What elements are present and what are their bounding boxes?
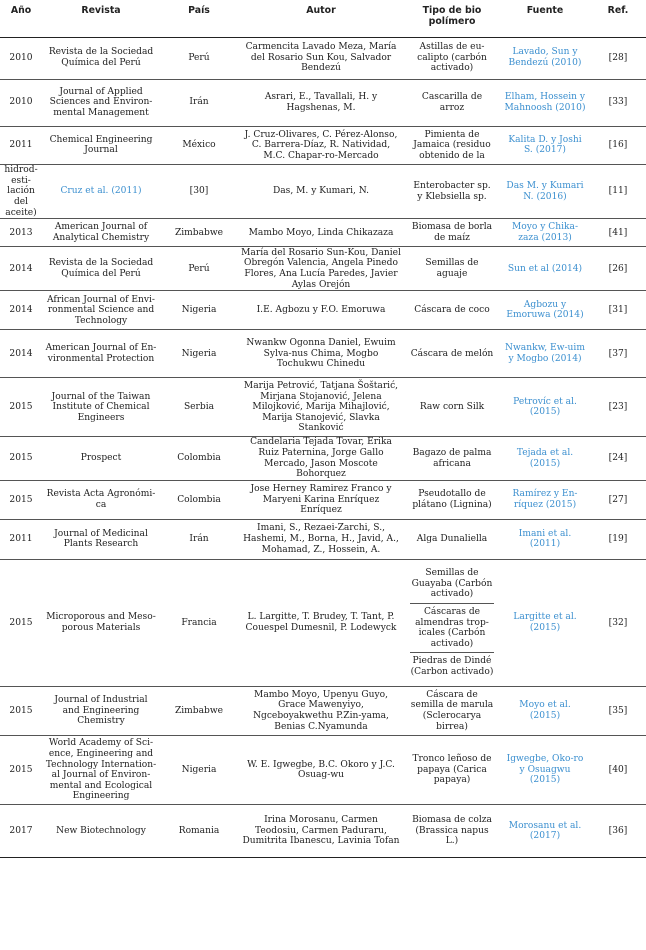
cell-year: 2014 (9, 263, 33, 274)
header-polymer: Tipo de bio polímero (422, 5, 482, 27)
cell-polymer (404, 559, 500, 686)
cell-journal: African Journal of Envi-ronmental Science and Technology (46, 294, 156, 326)
cell-journal: Revista Acta Agronómi-ca (46, 489, 156, 510)
cell-ref: [32] (608, 617, 628, 628)
cell-source[interactable]: Agbozu y Emoruwa (2014) (506, 299, 584, 321)
polymer-entry: Biomasa de borla de maíz (411, 222, 493, 243)
cell-polymer (404, 805, 500, 858)
cell-ref: [11] (608, 186, 628, 197)
cell-year: 2014 (9, 305, 33, 316)
cell-polymer (404, 330, 500, 378)
cell-author: L. Largitte, T. Brudey, T. Tant, P. Couespel Dumesnil, P. Lodewyck (245, 612, 397, 633)
cell-polymer (404, 126, 500, 165)
cell-journal[interactable]: Cruz et al. (2011) (60, 186, 142, 197)
cell-source[interactable]: Das M. y Kumari N. (2016) (506, 181, 584, 202)
cell-country: Zimbabwe (174, 705, 224, 716)
cell-author: J. Cruz-Olivares, C. Pérez-Alonso, C. Barrera-Díaz, R. Natividad, M.C. Chapar-ro-Mercado (244, 129, 398, 161)
polymer-entry: Alga Dunaliella (416, 534, 488, 545)
cell-polymer (404, 686, 500, 735)
cell-ref: [35] (608, 705, 628, 716)
header-source: Fuente (526, 5, 564, 16)
cell-country: Perú (188, 52, 210, 63)
cell-ref: [28] (608, 52, 628, 63)
polymer-entry: Astillas de eu-calipto (carbón activado) (417, 42, 487, 74)
table-row (0, 291, 646, 330)
cell-author: Jose Herney Ramirez Franco y Maryeni Karina Enríquez Enríquez (250, 483, 392, 516)
header-row (0, 0, 646, 37)
cell-author: María del Rosario Sun-Kou, Daniel Obregón Valencia, Angela Pinedo Flores, Ana Lucía Paredes, Javier Aylas Orejón (241, 247, 401, 290)
table-row (0, 736, 646, 805)
cell-ref: [37] (608, 348, 628, 359)
polymer-entry: Cascarilla de arroz (421, 91, 483, 113)
cell-country: México (182, 140, 216, 151)
cell-source[interactable]: Imani et al. (2011) (518, 528, 572, 550)
cell-year: 2015 (9, 617, 33, 628)
table-row (0, 378, 646, 437)
polymer-entry: Piedras de Dindé (Carbon activado) (410, 652, 494, 680)
cell-year: 2010 (9, 52, 33, 63)
cell-country: Francia (181, 617, 217, 628)
table-row (0, 37, 646, 79)
cell-polymer (404, 480, 500, 519)
cell-country: [30] (189, 186, 209, 197)
table-row (0, 126, 646, 165)
cell-country: Romania (178, 825, 220, 836)
cell-year: 2015 (9, 453, 33, 464)
cell-ref: [19] (608, 534, 628, 545)
cell-source[interactable]: Kalita D. y Joshi S. (2017) (508, 134, 582, 156)
polymer-entry: Semillas de aguaje (425, 258, 479, 279)
cell-journal: Revista de la Sociedad Química del Perú (48, 47, 154, 68)
cell-polymer (404, 37, 500, 79)
cell-country: Colombia (177, 494, 221, 505)
cell-polymer (404, 247, 500, 291)
polymer-entry: Cáscara de coco (414, 305, 490, 316)
header-year: Año (10, 5, 32, 16)
cell-country: Perú (188, 263, 210, 274)
table-row (0, 437, 646, 480)
cell-ref: [40] (608, 764, 628, 775)
cell-polymer (404, 378, 500, 437)
cell-country: Nigeria (181, 348, 217, 359)
polymer-entry: Pimienta de Jamaica (residuo obtenido de la (413, 129, 491, 161)
cell-ref: [33] (608, 97, 628, 108)
cell-source[interactable]: Largitte et al. (2015) (513, 612, 577, 633)
cell-ref: [26] (608, 263, 628, 274)
cell-polymer (404, 165, 500, 219)
cell-country: Colombia (177, 453, 221, 464)
table-row (0, 219, 646, 247)
cell-source[interactable]: Ramírez y En-ríquez (2015) (512, 489, 578, 510)
cell-author: Das, M. y Kumari, N. (272, 186, 370, 197)
table-row (0, 559, 646, 686)
polymer-entry: Cáscara de melón (410, 348, 494, 359)
cell-journal: Microporous and Meso-porous Materials (46, 612, 156, 633)
cell-journal: Journal of Applied Sciences and Environ-mental Management (49, 86, 153, 118)
cell-country: Irán (189, 97, 209, 108)
cell-author: Mambo Moyo, Linda Chikazaza (248, 227, 394, 238)
cell-source[interactable]: Nwankw, Ew-uim y Mogbo (2014) (505, 343, 585, 364)
cell-source[interactable]: Moyo y Chika-zaza (2013) (511, 222, 579, 243)
table-row (0, 480, 646, 519)
table-row (0, 686, 646, 735)
cell-ref: [23] (608, 402, 628, 413)
cell-polymer (404, 219, 500, 247)
cell-year: 2010 (9, 97, 33, 108)
cell-source[interactable]: Morosanu et al. (2017) (508, 820, 582, 842)
cell-year: 2011 (9, 140, 33, 151)
polymer-entry: Pseudotallo de plátano (Lignina) (412, 489, 492, 510)
cell-source[interactable]: Petrovíc et al.(2015) (513, 396, 577, 418)
cell-author: Irina Morosanu, Carmen Teodosiu, Carmen Paduraru, Dumitrita Ibanescu, Lavinia Tofan (242, 815, 400, 847)
cell-source[interactable]: Igwegbe, Oko-ro y Osuagwu (2015) (506, 754, 584, 786)
cell-year: 2015 (9, 494, 33, 505)
polymer-entry: Cáscara de semilla de marula (Sclerocarya birrea) (410, 689, 494, 732)
polymer-entry: Enterobacter sp. y Klebsiella sp. (413, 181, 491, 202)
polymer-entry: Tronco leñoso de papaya (Carica papaya) (412, 754, 492, 786)
table-row (0, 805, 646, 858)
cell-journal: Prospect (80, 453, 122, 464)
cell-author: Candelaria Tejada Tovar, Erika Ruiz Paternina, Jorge Gallo Mercado, Jason Moscote Bohorquez (250, 437, 392, 480)
table-row (0, 247, 646, 291)
cell-polymer (404, 291, 500, 330)
cell-journal: Revista de la Sociedad Química del Perú (48, 258, 154, 279)
table-row (0, 330, 646, 378)
table-row (0, 519, 646, 559)
cell-journal: Journal of the Taiwan Institute of Chemical Engineers (51, 391, 151, 423)
cell-source[interactable]: Tejada et al. (2015) (516, 448, 574, 469)
cell-journal: New Biotechnology (56, 825, 146, 836)
cell-source[interactable]: Elham, Hossein y Mahnoosh (2010) (504, 91, 586, 113)
cell-journal: American Journal of En-vironmental Protection (45, 343, 157, 364)
cell-ref: [41] (608, 227, 628, 238)
cell-journal: American Journal of Analytical Chemistry (52, 222, 150, 243)
polymer-entry: Raw corn Silk (419, 402, 485, 413)
cell-year: 2015 (9, 764, 33, 775)
header-ref: Ref. (607, 5, 629, 16)
cell-source[interactable]: Moyo et al. (2015) (519, 700, 571, 721)
cell-author: Imani, S., Rezaei-Zarchi, S., Hashemi, M., Borna, H., Javid, A., Mohamad, Z., Hossein, A. (243, 523, 399, 555)
cell-year: 2014 (9, 348, 33, 359)
cell-polymer (404, 79, 500, 126)
cell-journal: Journal of Industrial and Engineering Chemistry (54, 695, 148, 727)
cell-country: Irán (189, 534, 209, 545)
cell-year: 2015 (9, 705, 33, 716)
cell-author: Nwankw Ogonna Daniel, Ewuim Sylva-nus Chima, Mogbo Tochukwu Chinedu (246, 338, 396, 370)
cell-author: Mambo Moyo, Upenyu Guyo, Grace Mawenyiyo, Ngceboyakwethu P.Zin-yama, Benias C.Nyamunda (253, 689, 389, 732)
polymer-entry: Bagazo de palma africana (412, 448, 492, 469)
cell-ref: [27] (608, 494, 628, 505)
polymer-entry: Biomasa de colza (Brassica napus L.) (412, 815, 492, 847)
polymer-entry: Semillas de Guayaba (Carbón activado) (411, 568, 493, 600)
header-country: País (188, 5, 210, 16)
cell-year: hidrod-esti-lación del aceite) (4, 165, 38, 218)
cell-author: Carmencita Lavado Meza, María del Rosario Sun Kou, Salvador Bendezú (245, 42, 397, 74)
cell-ref: [36] (608, 825, 628, 836)
cell-country: Nigeria (181, 764, 217, 775)
cell-year: 2015 (9, 402, 33, 413)
header-journal: Revista (81, 5, 121, 16)
cell-author: W. E. Igwegbe, B.C. Okoro y J.C. Osuag-wu (247, 759, 395, 781)
cell-ref: [31] (608, 305, 628, 316)
cell-journal: World Academy of Sci-ence, Engineering and Technology Internation-al Journal of Environ-mental and Ecological Engineering (45, 738, 157, 802)
cell-source[interactable]: Lavado, Sun y Bendezú (2010) (508, 47, 582, 68)
cell-polymer (404, 437, 500, 480)
cell-polymer (404, 519, 500, 559)
cell-country: Zimbabwe (174, 227, 224, 238)
cell-ref: [24] (608, 453, 628, 464)
cell-author: I.E. Agbozu y F.O. Emoruwa (256, 305, 386, 316)
cell-ref: [16] (608, 140, 628, 151)
cell-year: 2011 (9, 534, 33, 545)
cell-author: Marija Petrović, Tatjana Šoštarić, Mirjana Stojanović, Jelena Milojković, Marija Mihajlović, Marija Stanojević, Slavka Stanković (243, 380, 399, 434)
cell-year: 2013 (9, 227, 33, 238)
cell-country: Serbia (183, 402, 215, 413)
table-row (0, 165, 646, 219)
cell-polymer (404, 736, 500, 805)
table-row (0, 79, 646, 126)
cell-country: Nigeria (181, 305, 217, 316)
cell-year: 2017 (9, 825, 33, 836)
polymer-entry: Cáscaras de almendras trop-icales (Carbón activado) (410, 603, 494, 652)
header-author: Autor (306, 5, 336, 16)
cell-journal: Chemical Engineering Journal (49, 134, 153, 156)
cell-journal: Journal of Medicinal Plants Research (54, 528, 148, 550)
cell-author: Asrari, E., Tavallali, H. y Hagshenas, M. (264, 91, 378, 113)
cell-source[interactable]: Sun et al (2014) (507, 263, 583, 274)
